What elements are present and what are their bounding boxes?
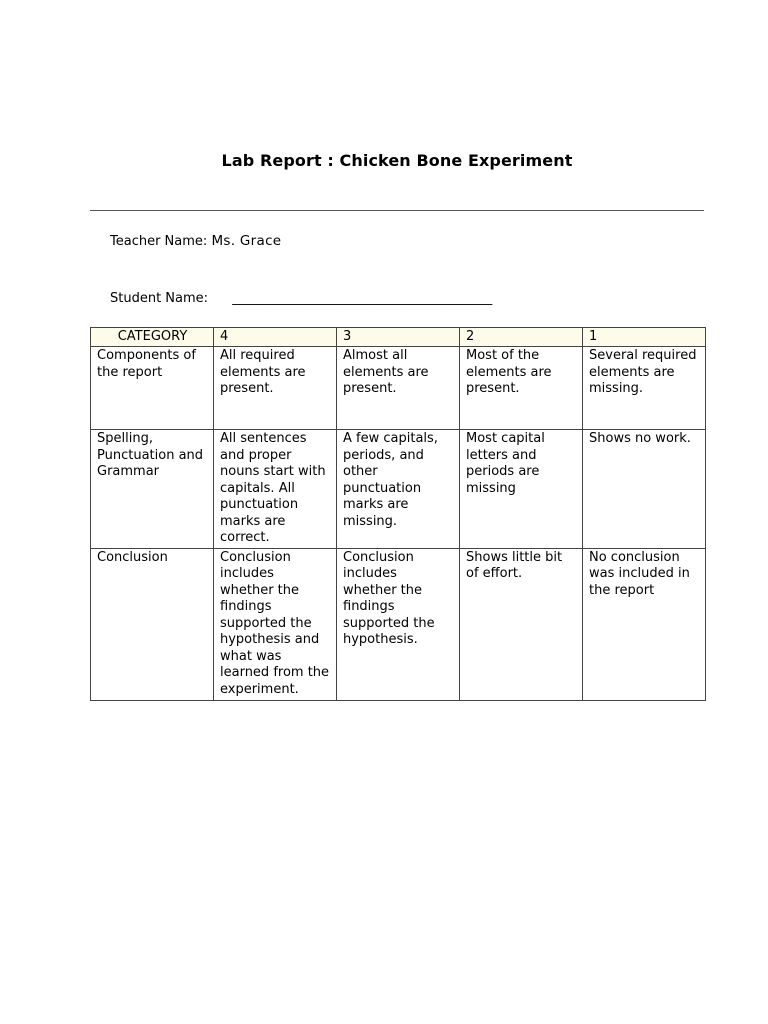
teacher-name-field — [110, 233, 281, 249]
student-name-blank: ________________________________________ — [232, 291, 493, 306]
table-cell: Conclusion includes whether the findings supported the hypothesis and what was learned from the experiment. — [214, 548, 337, 700]
row-category: Conclusion — [91, 548, 214, 700]
rubric-table — [90, 327, 706, 701]
teacher-name-value: Ms. Grace — [211, 233, 282, 249]
horizontal-rule — [90, 210, 704, 211]
table-cell: Shows little bit of effort. — [460, 548, 583, 700]
header-category: CATEGORY — [91, 328, 214, 347]
rubric-body — [91, 347, 706, 701]
header-score-3: 3 — [337, 328, 460, 347]
rubric-header — [91, 328, 706, 347]
header-score-2: 2 — [460, 328, 583, 347]
table-row — [91, 347, 706, 430]
student-name-field — [110, 291, 492, 306]
table-row — [91, 548, 706, 700]
table-row — [91, 430, 706, 549]
row-category: Spelling, Punctuation and Grammar — [91, 430, 214, 549]
student-name-label: Student Name: — [110, 291, 209, 306]
table-cell: All required elements are present. — [214, 347, 337, 430]
header-score-1: 1 — [583, 328, 706, 347]
teacher-name-label: Teacher Name: — [110, 234, 208, 249]
table-cell: Most of the elements are present. — [460, 347, 583, 430]
table-cell: Conclusion includes whether the findings supported the hypothesis. — [337, 548, 460, 700]
table-cell: All sentences and proper nouns start with capitals. All punctuation marks are correct. — [214, 430, 337, 549]
header-row — [91, 328, 706, 347]
table-cell: Almost all elements are present. — [337, 347, 460, 430]
table-cell: Most capital letters and periods are missing — [460, 430, 583, 549]
row-category: Components of the report — [91, 347, 214, 430]
document-title: Lab Report : Chicken Bone Experiment — [221, 151, 573, 170]
table-cell: Several required elements are missing. — [583, 347, 706, 430]
table-cell: No conclusion was included in the report — [583, 548, 706, 700]
table-cell: Shows no work. — [583, 430, 706, 549]
table-cell: A few capitals, periods, and other punctuation marks are missing. — [337, 430, 460, 549]
header-score-4: 4 — [214, 328, 337, 347]
